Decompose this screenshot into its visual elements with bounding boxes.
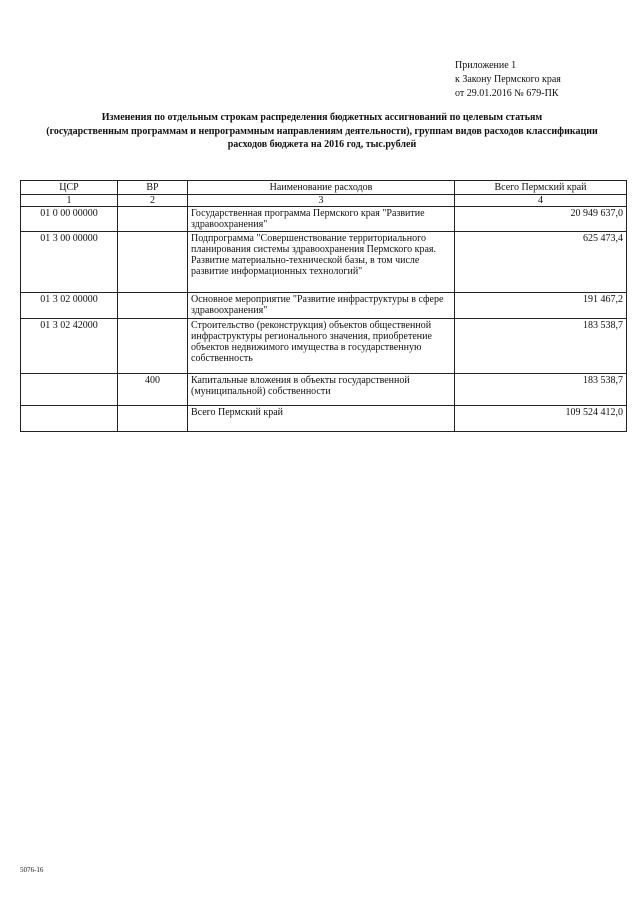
table-row bbox=[21, 207, 627, 232]
cell-vr bbox=[118, 406, 188, 432]
cell-name: Капитальные вложения в объекты государственной (муниципальной) собственности bbox=[188, 374, 455, 406]
cell-name: Всего Пермский край bbox=[188, 406, 455, 432]
cell-amount: 109 524 412,0 bbox=[455, 406, 627, 432]
table-row bbox=[21, 232, 627, 293]
table-row-total bbox=[21, 406, 627, 432]
cell-amount: 191 467,2 bbox=[455, 293, 627, 319]
appendix-line-3: от 29.01.2016 № 679-ПК bbox=[455, 88, 559, 99]
appendix-line-2: к Закону Пермского края bbox=[455, 74, 561, 85]
document-code: 5076-16 bbox=[20, 866, 44, 874]
cell-csr: 01 3 02 00000 bbox=[21, 293, 118, 319]
cell-name: Строительство (реконструкция) объектов общественной инфраструктуры регионального значения, приобретение объектов недвижимого имущества в государственную собственность bbox=[188, 319, 455, 374]
cell-name: Основное мероприятие "Развитие инфраструктуры в сфере здравоохранения" bbox=[188, 293, 455, 319]
cell-amount: 625 473,4 bbox=[455, 232, 627, 293]
header-vr: ВР bbox=[118, 181, 188, 195]
appendix-reference bbox=[455, 59, 561, 101]
cell-amount: 20 949 637,0 bbox=[455, 207, 627, 232]
cell-csr bbox=[21, 374, 118, 406]
header-name: Наименование расходов bbox=[188, 181, 455, 195]
cell-csr: 01 3 00 00000 bbox=[21, 232, 118, 293]
budget-table bbox=[20, 180, 627, 432]
header-amount: Всего Пермский край bbox=[455, 181, 627, 195]
cell-name: Государственная программа Пермского края "Развитие здравоохранения" bbox=[188, 207, 455, 232]
column-number: 2 bbox=[118, 195, 188, 207]
cell-vr bbox=[118, 207, 188, 232]
cell-amount: 183 538,7 bbox=[455, 374, 627, 406]
table-header-row bbox=[21, 181, 627, 195]
cell-csr: 01 0 00 00000 bbox=[21, 207, 118, 232]
cell-vr bbox=[118, 319, 188, 374]
table-row bbox=[21, 374, 627, 406]
table-row bbox=[21, 319, 627, 374]
cell-vr bbox=[118, 232, 188, 293]
appendix-line-1: Приложение 1 bbox=[455, 60, 517, 71]
column-number: 1 bbox=[21, 195, 118, 207]
header-csr: ЦСР bbox=[21, 181, 118, 195]
cell-name: Подпрограмма "Совершенствование территориального планирования системы здравоохранения Пермского края. Развитие материально-технической базы, в том числе развитие информационных технологий" bbox=[188, 232, 455, 293]
title-line-1: Изменения по отдельным строкам распределения бюджетных ассигнований по целевым статьям bbox=[101, 112, 543, 123]
title-line-2: (государственным программам и непрограммным направлениям деятельности), группам видов расходов классификации bbox=[46, 125, 598, 137]
cell-csr: 01 3 02 42000 bbox=[21, 319, 118, 374]
cell-vr: 400 bbox=[118, 374, 188, 406]
title-line-3: расходов бюджета на 2016 год, тыс.рублей bbox=[227, 139, 417, 150]
table-row bbox=[21, 293, 627, 319]
column-number: 3 bbox=[188, 195, 455, 207]
cell-vr bbox=[118, 293, 188, 319]
column-number-row bbox=[21, 195, 627, 207]
column-number: 4 bbox=[455, 195, 627, 207]
document-title bbox=[20, 111, 624, 152]
cell-csr bbox=[21, 406, 118, 432]
cell-amount: 183 538,7 bbox=[455, 319, 627, 374]
